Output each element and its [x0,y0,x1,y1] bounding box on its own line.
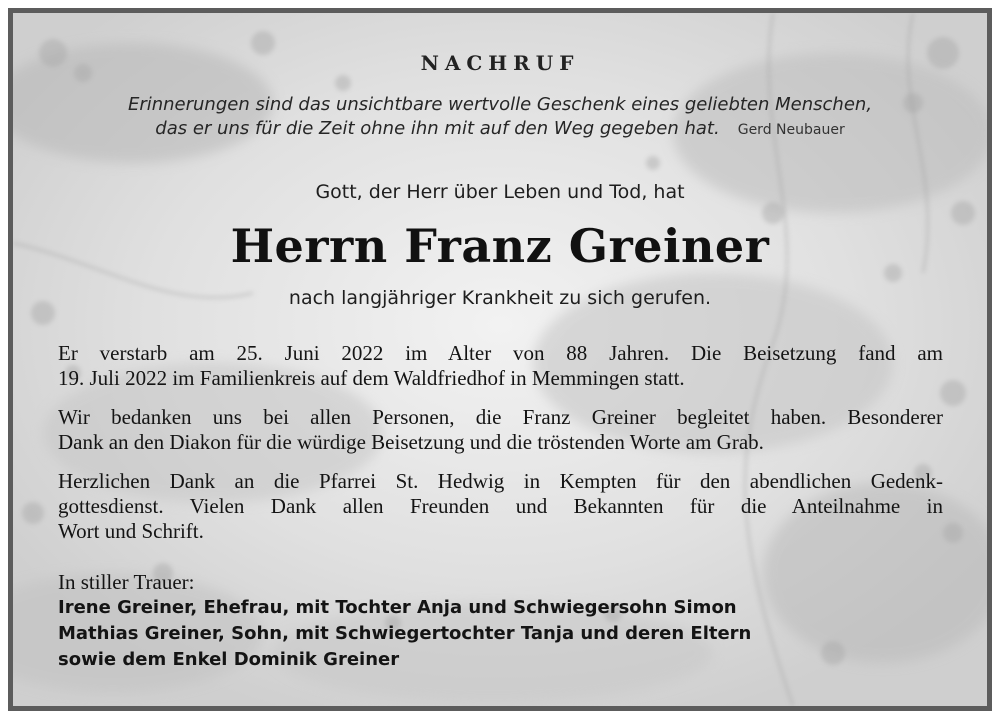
mourner-name: Irene Greiner, Ehefrau, mit Tochter Anja und Schwiegersohn Simon [58,597,737,618]
paragraph-line: 19. Juli 2022 im Familienkreis auf dem Waldfriedhof in Memmingen statt. [58,366,685,390]
quote-line-2-text: das er uns für die Zeit ohne ihn mit auf den Weg gegeben hat. [155,118,720,139]
mourner-name: sowie dem Enkel Dominik Greiner [58,649,400,670]
memorial-quote [13,93,987,142]
deceased-name: Herrn Franz Greiner [230,219,770,273]
mourners-lead: In stiller Trauer: [58,570,195,594]
quote-author: Gerd Neubauer [737,122,845,138]
intro-line: Gott, der Herr über Leben und Tod, hat [315,181,685,203]
paragraph-line: Wort und Schrift. [58,519,204,543]
paragraph-line: Er verstarb am 25. Juni 2022 im Alter von 88 Jahren. Die Beisetzung fand am [58,341,943,365]
quote-line-1: Erinnerungen sind das unsichtbare wertvolle Geschenk eines geliebten Menschen, [127,94,873,115]
paragraph-line: Wir bedanken uns bei allen Personen, die Franz Greiner begleitet haben. Besonderer [58,405,943,429]
mourners-block [58,569,943,673]
called-line: nach langjähriger Krankheit zu sich gerufen. [288,287,712,309]
paragraph-line: Herzlichen Dank an die Pfarrei St. Hedwig in Kempten für den abendlichen Gedenk- [58,469,943,493]
paragraph-burial [58,341,943,391]
paragraph-parish-thanks [58,469,943,544]
paragraph-line: Dank an den Diakon für die würdige Beisetzung und die tröstenden Worte am Grab. [58,430,764,454]
quote-line-2 [13,117,987,142]
paragraph-thanks [58,405,943,455]
obituary-heading: NACHRUF [420,51,580,75]
obituary-frame [8,8,992,711]
paragraph-line: gottesdienst. Vielen Dank allen Freunden und Bekannten für die Anteilnahme in [58,494,943,518]
mourner-name: Mathias Greiner, Sohn, mit Schwiegertochter Tanja und deren Eltern [58,623,752,644]
